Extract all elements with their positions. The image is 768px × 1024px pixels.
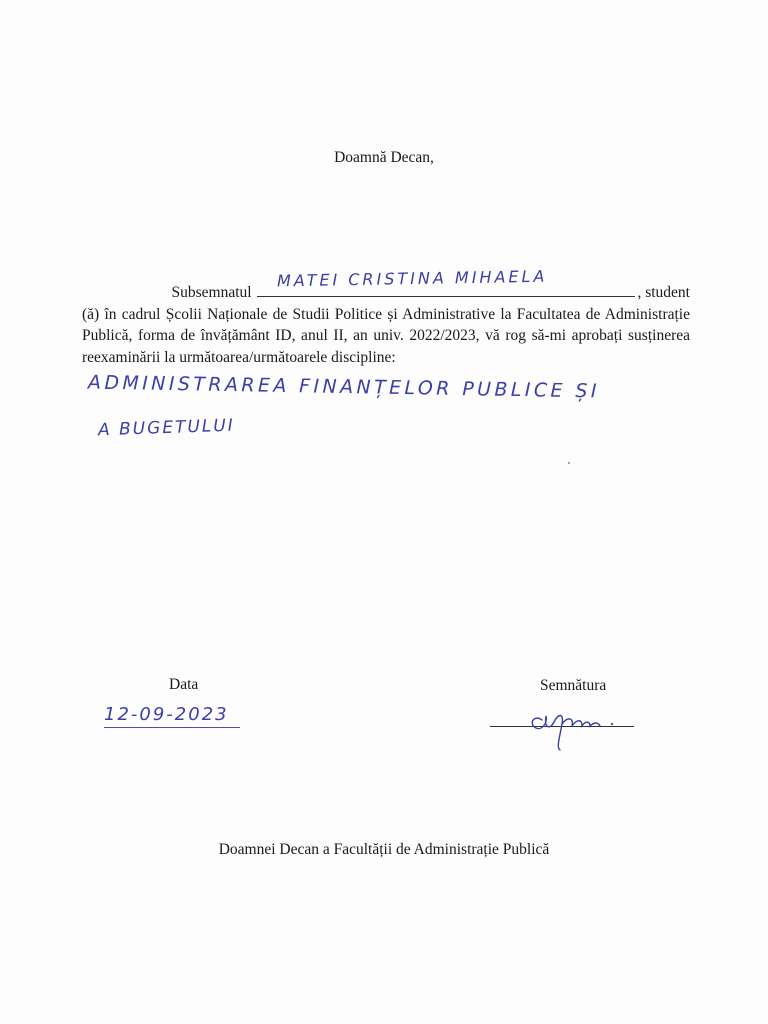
signature-label: Semnătura xyxy=(540,677,607,694)
request-first-line xyxy=(82,266,690,304)
ink-speck xyxy=(568,462,570,464)
date-underline xyxy=(104,727,240,728)
request-suffix: , student xyxy=(637,284,690,301)
handwritten-discipline-line-2: A BUGETULUI xyxy=(97,415,236,441)
request-prefix: Subsemnatul xyxy=(171,284,252,301)
handwritten-discipline-line-1: ADMINISTRAREA FINANȚELOR PUBLICE ȘI xyxy=(87,371,601,403)
handwritten-date: 12-09-2023 xyxy=(104,704,229,725)
salutation: Doamnă Decan, xyxy=(334,149,434,166)
request-paragraph xyxy=(82,266,690,368)
addressee-line: Doamnei Decan a Facultății de Administrație Publică xyxy=(218,841,550,858)
handwritten-name: MATEI CRISTINA MIHAELA xyxy=(277,266,549,291)
date-label: Data xyxy=(169,676,199,693)
request-body: (ă) în cadrul Școlii Naționale de Studii Politice și Administrative la Facultatea de Administrație Publică, forma de învățământ ID, anul II, an univ. 2022/2023, vă rog să-mi aprobați susținerea reexaminării la următoarea/următoarele discipline: xyxy=(82,305,690,366)
name-blank-line xyxy=(257,266,635,297)
handwritten-signature-image xyxy=(520,700,650,756)
